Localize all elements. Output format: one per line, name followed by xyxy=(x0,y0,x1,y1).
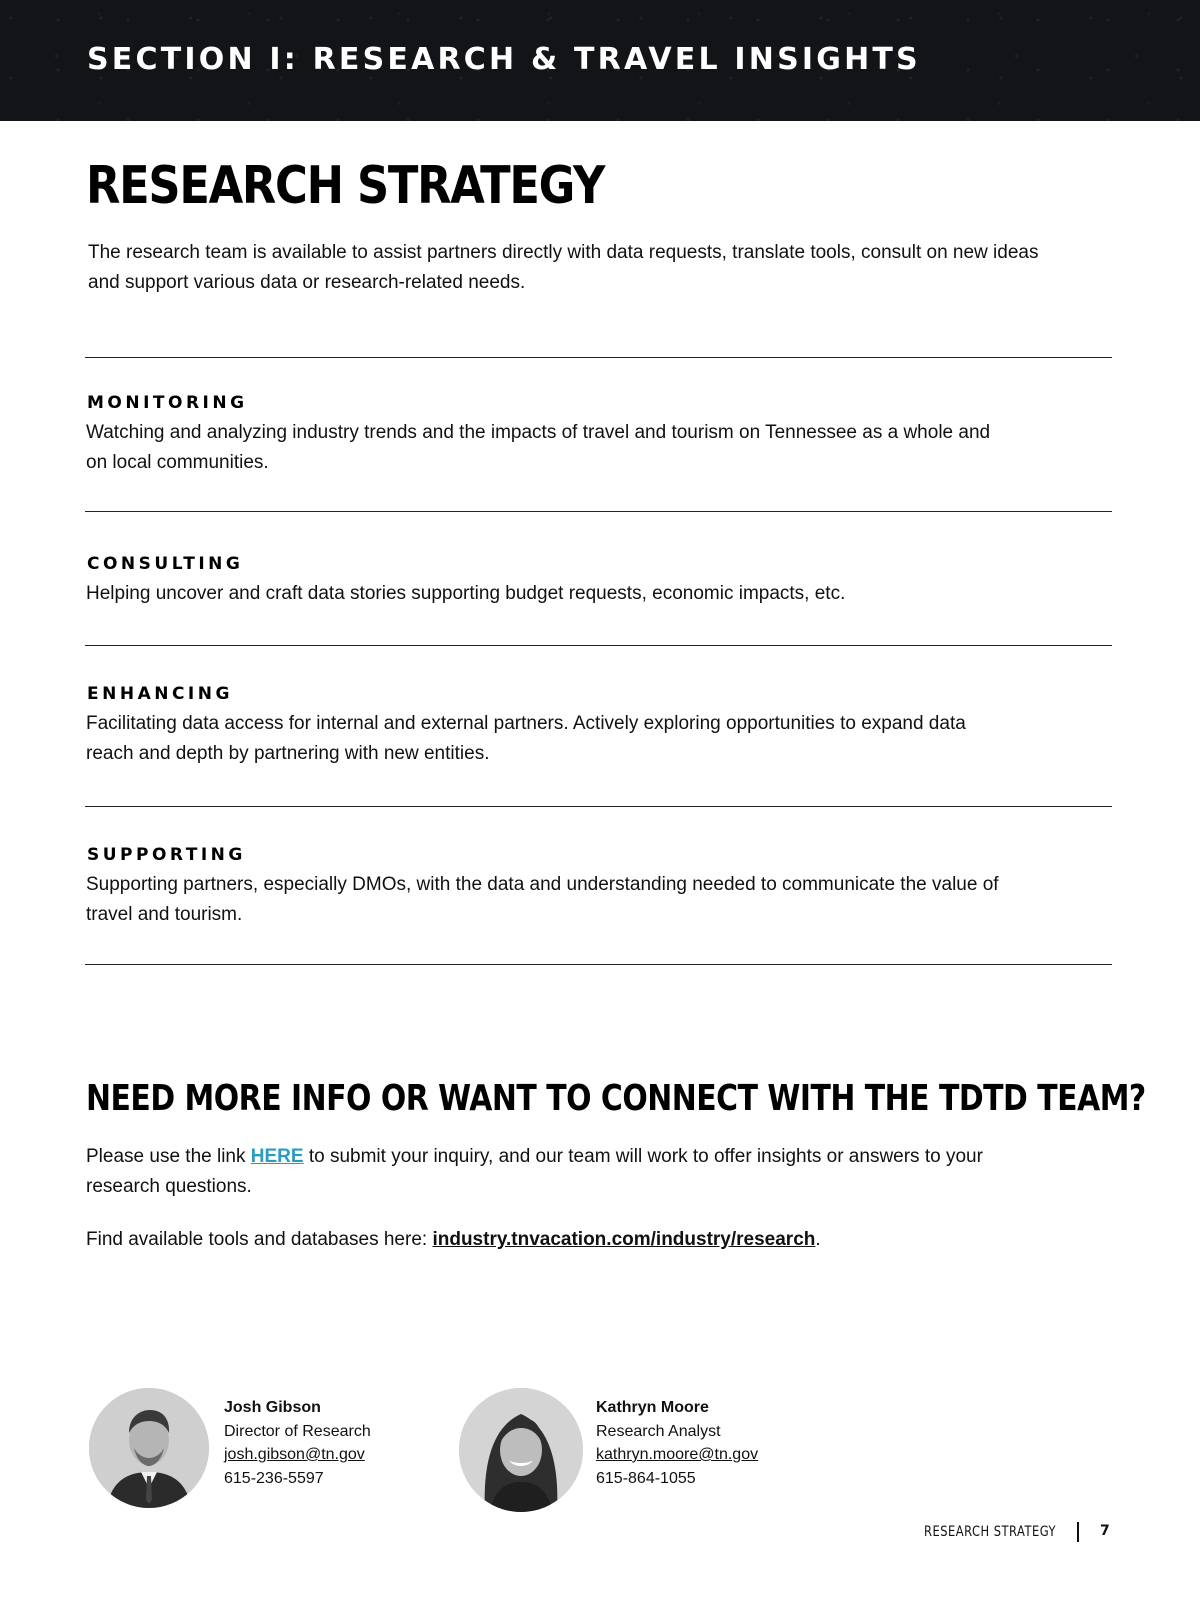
item-heading-enhancing: ENHANCING xyxy=(87,684,233,704)
divider xyxy=(85,964,1112,965)
item-text-supporting: Supporting partners, especially DMOs, with the data and understanding needed to communicate the value of travel and tourism. xyxy=(86,874,999,925)
intro-paragraph: The research team is available to assist partners directly with data requests, translate tools, consult on new ideas and support various data or research-related needs. xyxy=(88,242,1039,293)
footer-section-label: RESEARCH STRATEGY xyxy=(924,1524,1057,1540)
cta-inquiry-suffix: to submit your inquiry, and our team will work to offer insights or answers to your research questions. xyxy=(86,1146,983,1197)
item-heading-consulting: CONSULTING xyxy=(87,554,244,574)
cta-tools-suffix: . xyxy=(815,1229,821,1250)
divider xyxy=(85,357,1112,358)
section-title: SECTION I: RESEARCH & TRAVEL INSIGHTS xyxy=(87,42,921,77)
item-heading-monitoring: MONITORING xyxy=(87,393,248,413)
contact-phone: 615-236-5597 xyxy=(224,1469,324,1487)
cta-inquiry-text xyxy=(86,1142,1046,1202)
cta-tools-text xyxy=(86,1225,1046,1255)
item-text-consulting: Helping uncover and craft data stories supporting budget requests, economic impacts, etc. xyxy=(86,583,846,604)
contact-role: Director of Research xyxy=(224,1422,371,1440)
item-heading-supporting: SUPPORTING xyxy=(87,845,246,865)
contact-name: Josh Gibson xyxy=(224,1399,321,1416)
divider xyxy=(85,511,1112,512)
item-text-enhancing: Facilitating data access for internal and external partners. Actively exploring opportunities to expand data reach and depth by partnering with new entities. xyxy=(86,713,966,764)
page-title: RESEARCH STRATEGY xyxy=(86,156,605,216)
contact-phone: 615-864-1055 xyxy=(596,1469,696,1487)
person-portrait-icon xyxy=(459,1388,583,1512)
contact-card-kathryn-moore xyxy=(596,1396,758,1490)
divider xyxy=(85,806,1112,807)
contact-email-link[interactable]: josh.gibson@tn.gov xyxy=(224,1446,365,1463)
contact-email-link[interactable]: kathryn.moore@tn.gov xyxy=(596,1446,759,1463)
item-text-monitoring: Watching and analyzing industry trends and the impacts of travel and tourism on Tennessee as a whole and on local communities. xyxy=(86,422,991,473)
divider xyxy=(85,645,1112,646)
cta-tools-prefix: Find available tools and databases here: xyxy=(86,1229,433,1250)
section-banner xyxy=(0,0,1200,121)
page-number: 7 xyxy=(1100,1523,1110,1539)
research-tools-link[interactable]: industry.tnvacation.com/industry/research xyxy=(432,1229,816,1250)
cta-inquiry-prefix: Please use the link xyxy=(86,1146,251,1167)
avatar-josh-gibson xyxy=(89,1388,209,1508)
contact-card-josh-gibson xyxy=(224,1396,371,1490)
inquiry-here-link[interactable]: HERE xyxy=(250,1146,304,1167)
person-portrait-icon xyxy=(89,1388,209,1508)
contact-name: Kathryn Moore xyxy=(596,1399,709,1416)
footer-divider xyxy=(1077,1522,1079,1542)
contact-role: Research Analyst xyxy=(596,1422,721,1440)
cta-heading: NEED MORE INFO OR WANT TO CONNECT WITH THE TDTD TEAM? xyxy=(86,1078,1146,1119)
avatar-kathryn-moore xyxy=(459,1388,583,1512)
